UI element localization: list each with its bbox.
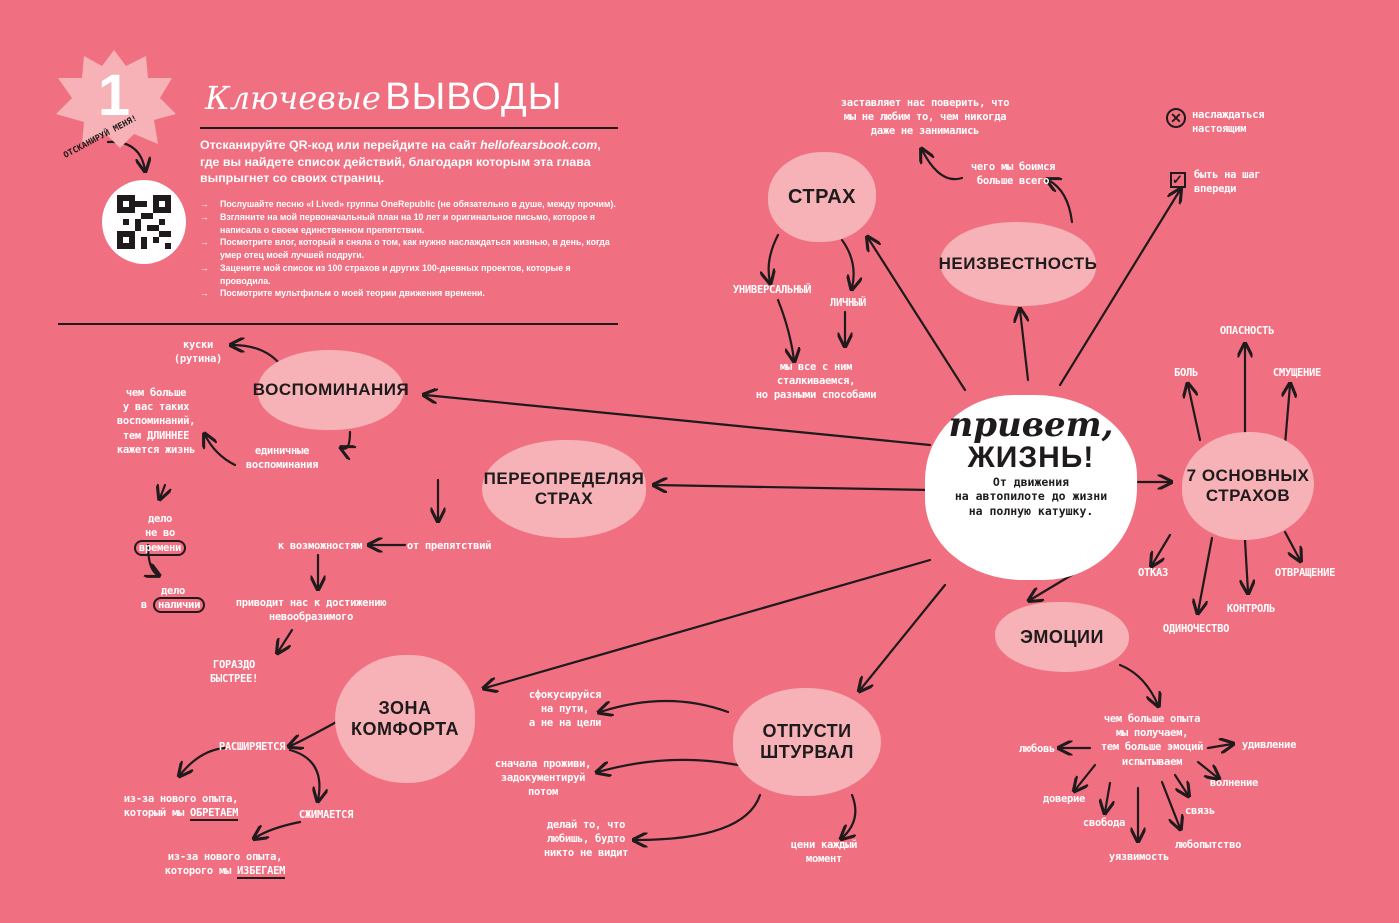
label-em-love: любовь — [1018, 743, 1056, 755]
action-item: → Взгляните на мой первоначальный план на 10 лет и оригинальное письмо, которое я написала о своем единственном препятствии. — [200, 211, 620, 237]
label-personal: ЛИЧНЫЙ — [829, 297, 867, 309]
intro-text: Отсканируйте QR-код или перейдите на сайт hellofearsbook.com, где вы найдете список действий, благодаря которым эта глава выпрыгнет со своих страниц. — [200, 138, 601, 186]
node-seven-fears: 7 ОСНОВНЫХ СТРАХОВ — [1182, 432, 1314, 540]
action-item: → Послушайте песню «I Lived» группы OneRepublic (не обязательно в душе, между прочим). — [200, 198, 620, 211]
label-wh-value: цени каждый момент — [790, 839, 858, 866]
label-cz-gain-word: ОБРЕТАЕМ — [190, 807, 239, 820]
label-mem-not-in: дело не во времени — [120, 498, 200, 555]
action-list — [200, 198, 620, 300]
label-re-from: от препятствий — [406, 540, 492, 552]
label-em-vulner: уязвимость — [1108, 851, 1170, 863]
node-emotions: ЭМОЦИИ — [995, 602, 1129, 672]
label-enjoy-present: наслаждаться настоящим — [1192, 109, 1265, 136]
label-re-faster: ГОРАЗДО БЫСТРЕЕ! — [209, 659, 259, 686]
label-step-ahead: быть на шаг впереди — [1194, 169, 1261, 196]
center-script: привет, — [948, 405, 1114, 445]
label-em-excite: волнение — [1209, 777, 1259, 789]
qr-code-icon — [117, 195, 171, 249]
center-node — [925, 395, 1137, 580]
label-mem-more: чем больше у вас таких воспоминаний, тем ДЛИННЕЕ кажется жизнь — [116, 387, 196, 456]
label-unknown-believe: заставляет нас поверить, что мы не любим то, чем никогда даже не занимались — [840, 97, 1010, 138]
label-wh-focus: сфокусируйся на пути, а не на цели — [528, 689, 602, 730]
scan-label: ОТСКАНИРУЙ МЕНЯ! — [62, 113, 139, 161]
label-re-leads: приводит нас к достижению невообразимого — [235, 597, 387, 624]
label-pain: БОЛЬ — [1173, 367, 1199, 379]
label-fear-face: мы все с ним сталкиваемся, но разными способами — [755, 361, 877, 402]
label-mem-time: времени — [134, 540, 186, 556]
label-danger: ОПАСНОСТЬ — [1219, 325, 1275, 337]
label-cz-avoid-word: ИЗБЕГАЕМ — [237, 865, 286, 878]
action-item: → Посмотрите влог, который я сняла о том, как нужно наслаждаться жизнью, в день, когда умер отец моей лучшей подруги. — [200, 236, 620, 262]
label-mem-single: единичные воспоминания — [245, 445, 319, 472]
action-item: → Посмотрите мультфильм о моей теории движения времени. — [200, 287, 620, 300]
label-confusion: СМУЩЕНИЕ — [1272, 367, 1322, 379]
label-control: КОНТРОЛЬ — [1226, 603, 1276, 615]
label-wh-love: делай то, что любишь, будто никто не видит — [543, 819, 629, 860]
label-wh-live: сначала проживи, задокументируй потом — [494, 758, 592, 799]
node-comfort-zone: ЗОНА КОМФОРТА — [335, 655, 475, 783]
node-memories: ВОСПОМИНАНИЯ — [258, 350, 404, 430]
checkbox-icon: ✓ — [1170, 172, 1186, 188]
label-em-trust: доверие — [1042, 793, 1086, 805]
label-unknown-most: чего мы боимся больше всего — [970, 161, 1056, 188]
label-cz-expand: РАСШИРЯЕТСЯ — [218, 741, 286, 753]
title-script: Ключевые — [205, 79, 381, 117]
label-cz-gain: из-за нового опыта, который мы ОБРЕТАЕМ — [123, 793, 239, 820]
node-fear: СТРАХ — [768, 152, 876, 242]
center-sub: От движения на автопилоте до жизни на полную катушку. — [954, 475, 1108, 518]
label-cz-shrink: СЖИМАЕТСЯ — [298, 809, 354, 821]
chapter-number: 1 — [97, 63, 131, 128]
label-mem-amount: наличии — [153, 597, 205, 613]
label-cz-avoid: из-за нового опыта, которого мы ИЗБЕГАЕМ — [164, 851, 286, 878]
label-universal: УНИВЕРСАЛЬНЫЙ — [732, 284, 812, 296]
page-title — [205, 76, 562, 119]
label-em-surprise: удивление — [1241, 739, 1297, 751]
node-unknown: НЕИЗВЕСТНОСТЬ — [940, 222, 1096, 306]
label-em-bond: связь — [1184, 805, 1216, 817]
label-em-curious: любопытство — [1174, 839, 1242, 851]
title-caps: ВЫВОДЫ — [385, 76, 563, 118]
center-main: ЖИЗНЬ! — [967, 441, 1095, 474]
node-let-go: ОТПУСТИ ШТУРВАЛ — [733, 688, 881, 796]
action-item: → Зацените мой список из 100 страхов и других 100-дневных проектов, которые я проводила. — [200, 262, 620, 288]
label-disgust: ОТВРАЩЕНИЕ — [1274, 567, 1336, 579]
label-em-more: чем больше опыта мы получаем, тем больше эмоций испытываем — [1100, 713, 1204, 768]
label-mem-in: дело в наличии — [128, 570, 218, 613]
node-redefine: ПЕРЕОПРЕДЕЛЯЯ СТРАХ — [482, 440, 646, 538]
label-reject: ОТКАЗ — [1137, 567, 1169, 579]
label-lonely: ОДИНОЧЕСТВО — [1162, 623, 1230, 635]
label-re-to: к возможностям — [277, 540, 363, 552]
site-link[interactable]: hellofearsbook.com — [480, 138, 598, 152]
close-circle-icon: ✕ — [1166, 108, 1186, 128]
qr-code[interactable] — [102, 180, 186, 264]
label-em-freedom: свобода — [1082, 817, 1126, 829]
label-mem-pieces: куски (рутина) — [173, 339, 223, 366]
